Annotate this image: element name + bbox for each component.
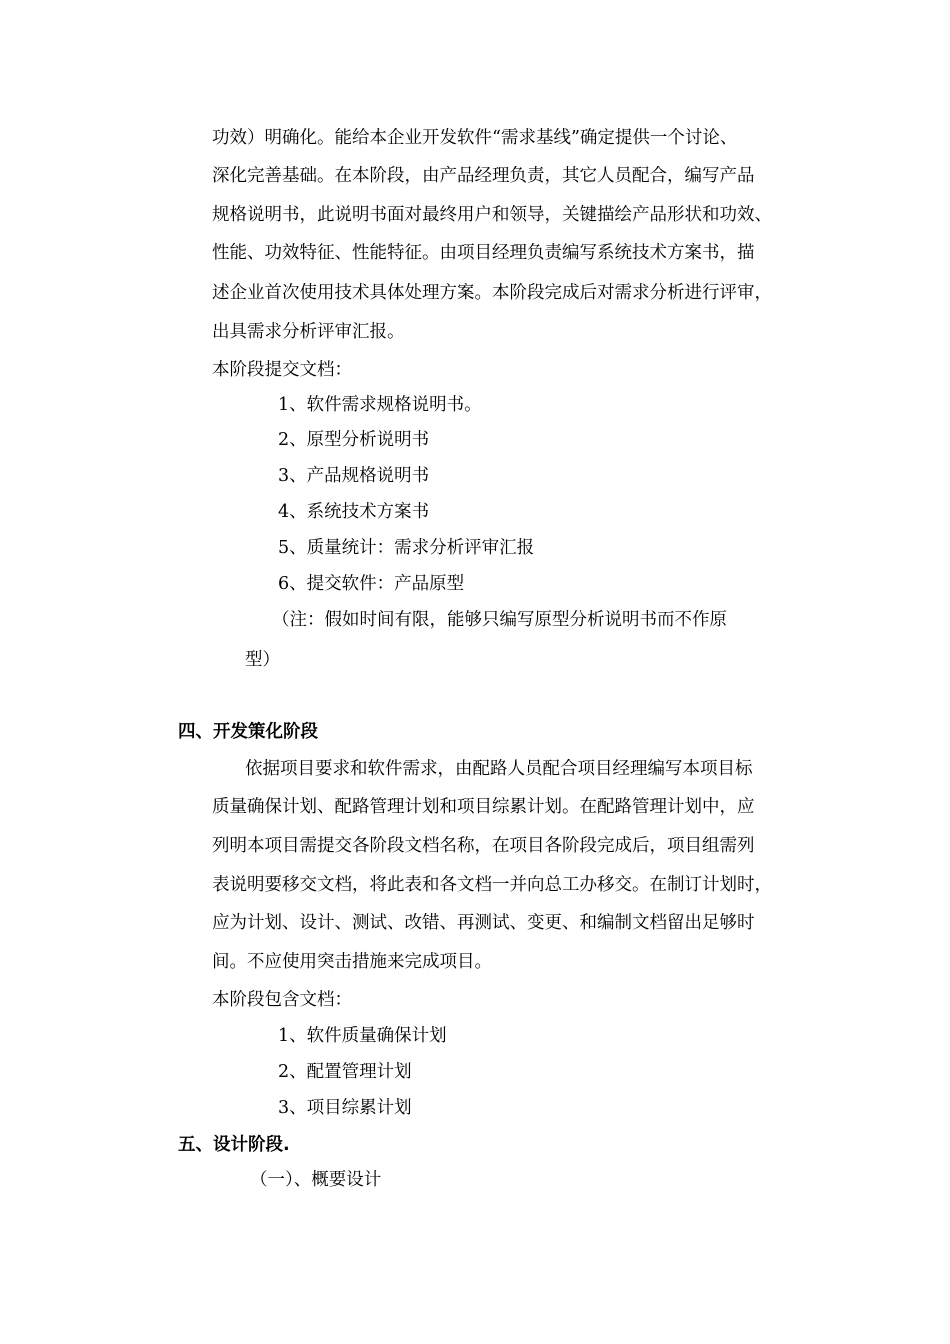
paragraph-line: 表说明要移交文档，将此表和各文档一并向总工办移交。在制订计划时， — [212, 875, 772, 895]
paragraph-line: 性能、功效特征、性能特征。由项目经理负责编写系统技术方案书，描 — [212, 243, 755, 263]
doc-list-item: 5、质量统计：需求分析评审汇报 — [278, 538, 535, 558]
doc-list-item: 2、配置管理计划 — [278, 1062, 412, 1082]
paragraph-line: 质量确保计划、配路管理计划和项目综累计划。在配路管理计划中，应 — [212, 797, 755, 817]
doc-list-item: 4、系统技术方案书 — [278, 502, 430, 522]
paragraph-line: 间。不应使用突击措施来完成项目。 — [212, 952, 492, 972]
doc-list-item: 2、原型分析说明书 — [278, 430, 430, 450]
note-line: （注：假如时间有限，能够只编写原型分析说明书而不作原 — [272, 610, 727, 630]
paragraph-line: 应为计划、设计、测试、改错、再测试、变更、和编制文档留出足够时 — [212, 913, 755, 933]
paragraph-line: 规格说明书，此说明书面对最终用户和领导，关键描绘产品形状和功效、 — [212, 205, 772, 225]
paragraph-line: 列明本项目需提交各阶段文档名称，在项目各阶段完成后，项目组需列 — [212, 836, 755, 856]
doc-list-item: 3、项目综累计划 — [278, 1098, 412, 1118]
docs-intro: 本阶段包含文档： — [212, 990, 352, 1010]
paragraph-line: 出具需求分析评审汇报。 — [212, 322, 405, 342]
docs-intro: 本阶段提交文档： — [212, 360, 352, 380]
doc-list-item: 1、软件需求规格说明书。 — [278, 395, 482, 415]
note-line: 型） — [245, 650, 280, 670]
doc-list-item: 1、软件质量确保计划 — [278, 1026, 447, 1046]
section-heading: 四、开发策化阶段 — [178, 722, 318, 742]
subsection-heading: （一）、概要设计 — [250, 1170, 382, 1190]
paragraph-line: 功效）明确化。能给本企业开发软件“需求基线”确定提供一个讨论、 — [212, 128, 738, 148]
section-heading: 五、设计阶段. — [178, 1135, 290, 1155]
paragraph-line: 深化完善基础。在本阶段，由产品经理负责，其它人员配合，编写产品 — [212, 166, 755, 186]
doc-list-item: 6、提交软件：产品原型 — [278, 574, 465, 594]
paragraph-line: 依据项目要求和软件需求，由配路人员配合项目经理编写本项目标 — [245, 759, 753, 779]
doc-list-item: 3、产品规格说明书 — [278, 466, 430, 486]
paragraph-line: 述企业首次使用技术具体处理方案。本阶段完成后对需求分析进行评审， — [212, 283, 772, 303]
